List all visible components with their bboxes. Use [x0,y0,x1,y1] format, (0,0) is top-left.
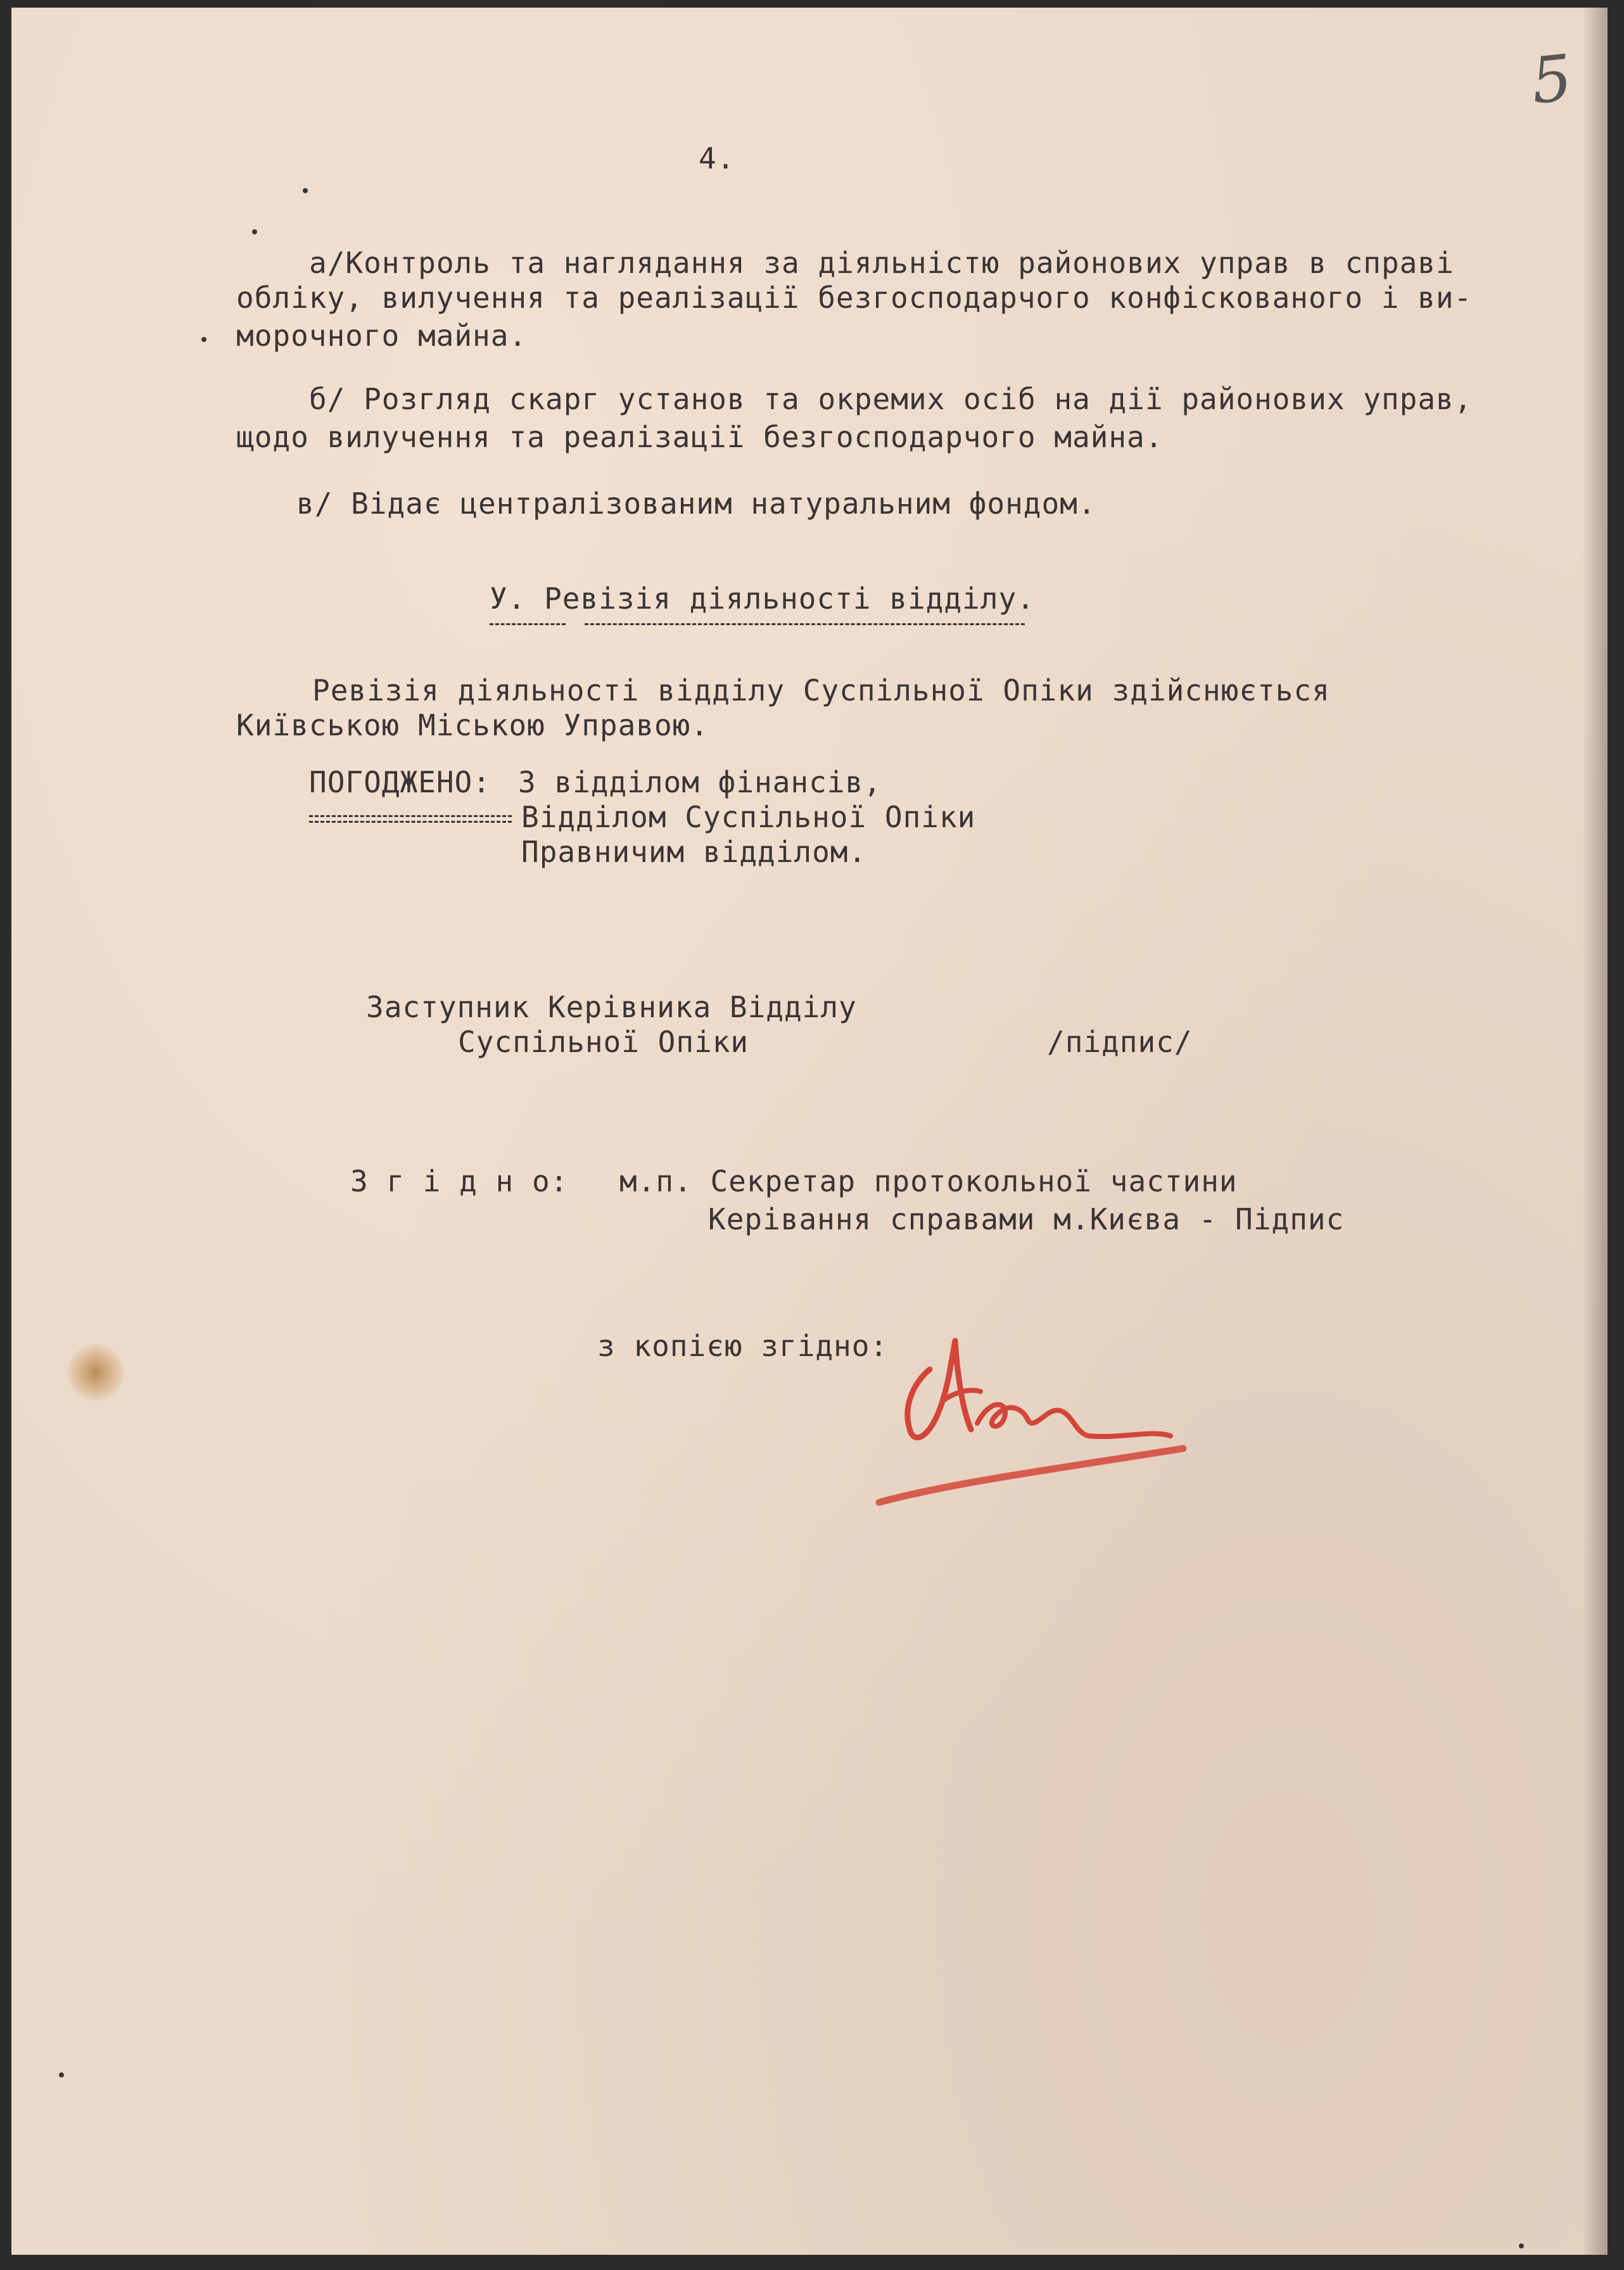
section-text-line-2: Київською Міською Управою. [236,708,709,742]
agreed-double-underline [309,815,512,823]
rust-stain [67,1344,124,1401]
concurs-line-1: м.п. Секретар протокольної частини [619,1164,1238,1198]
item-a-line-2: обліку, вилучення та реалізації безгосподарчого конфіскованого і ви- [236,281,1473,315]
agreed-line-1: З відділом фінансів, [518,765,882,799]
agreed-line-3: Правничим відділом. [521,835,867,869]
item-b-line-2: щодо вилучення та реалізації безгосподарчого майна. [236,420,1164,454]
ink-speck [59,2072,64,2077]
signatory-title-line-2: Суспільної Опіки [458,1025,749,1059]
red-pencil-signature [854,1281,1208,1521]
ink-speck [303,188,308,193]
heading-underline-1 [490,623,566,631]
ink-speck [1519,2243,1524,2248]
heading-underline-2 [585,623,1025,631]
concurs-label: З г і д н о: [350,1164,569,1198]
section-text-line-1: Ревізія діяльності відділу Суспільної Опіки здійснюється [312,673,1330,707]
signatory-title-line-1: Заступник Керівника Відділу [366,990,857,1024]
signature-placeholder: /підпис/ [1047,1025,1193,1059]
item-a-line-3: морочного майна. [236,319,528,353]
typed-page-number: 4. [699,141,735,175]
document-page [11,8,1608,2255]
page-edge-shadow [1582,8,1608,2255]
agreed-label: ПОГОДЖЕНО: [309,765,491,799]
item-b-line-1: б/ Розгляд скарг установ та окремих осіб на дії районових управ, [309,382,1473,416]
agreed-line-2: Відділом Суспільної Опіки [521,800,976,834]
concurs-line-2: Керівання справами м.Києва - Підпис [708,1202,1345,1236]
item-v-line: в/ Відає централізованим натуральним фондом. [296,486,1096,521]
item-a-line-1: а/Контроль та наглядання за діяльністю районових управ в справі [309,246,1454,280]
section-heading: У. Ревізія діяльності відділу. [490,581,1035,616]
handwritten-page-number: 5 [1528,40,1576,119]
ink-speck [201,337,206,342]
ink-speck [252,229,257,234]
copy-certified-label: з копією згідно: [597,1329,889,1363]
